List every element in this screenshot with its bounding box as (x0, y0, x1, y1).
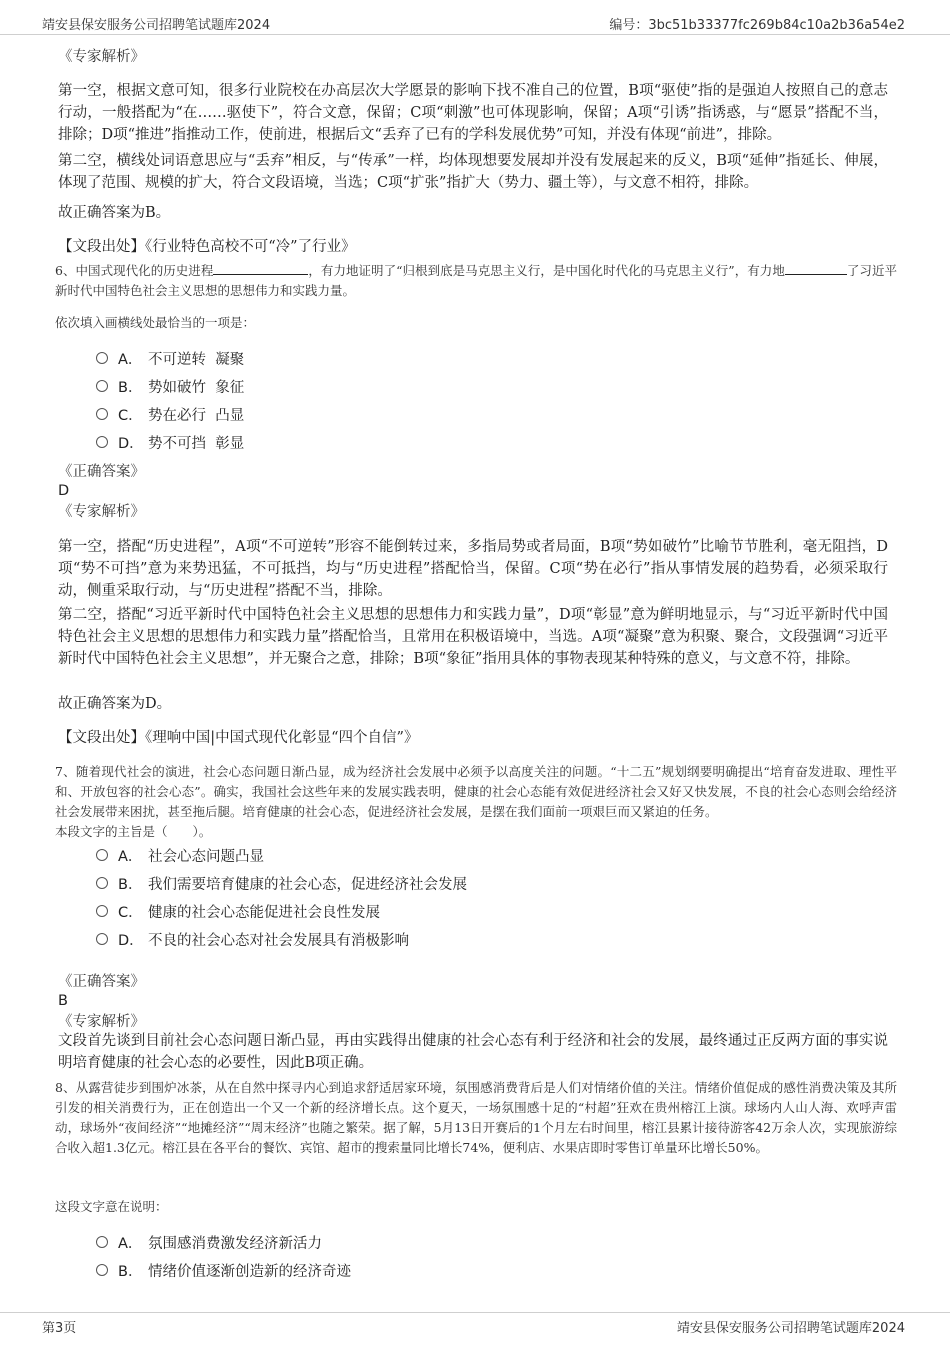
option-letter: B． (118, 1263, 143, 1280)
q6-prompt: 依次填入画横线处最恰当的一项是： (55, 315, 256, 330)
option-text: 社会心态问题凸显 (148, 848, 264, 865)
option-text: 我们需要培育健康的社会心态，促进经济社会发展 (148, 876, 467, 893)
q5-conclusion: 故正确答案为B。 (58, 205, 171, 221)
q6-option-d[interactable] (96, 430, 244, 454)
q7-analysis-label: 《专家解析》 (58, 1014, 145, 1030)
q8-prompt: 这段文字意在说明： (55, 1199, 168, 1214)
option-text: 势在必行 凸显 (148, 407, 245, 424)
option-text: 势不可挡 彰显 (148, 435, 245, 452)
radio-icon[interactable] (96, 408, 108, 420)
option-letter: D． (118, 932, 144, 949)
page-header (0, 0, 950, 35)
q5-source: 【文段出处】《行业特色高校不可“冷”了行业》 (58, 239, 356, 255)
q6-source: 【文段出处】《理响中国|中国式现代化彰显“四个自信”》 (58, 730, 419, 746)
q8-option-a[interactable] (96, 1230, 322, 1254)
page-number: 第3页 (42, 1321, 77, 1336)
option-text: 势如破竹 象征 (148, 379, 245, 396)
q7-option-d[interactable] (96, 927, 409, 951)
radio-icon[interactable] (96, 380, 108, 392)
q6-analysis-label: 《专家解析》 (58, 504, 145, 520)
q7-prompt: 本段文字的主旨是（ ）。 (55, 824, 212, 839)
option-letter: C． (118, 407, 143, 424)
option-letter: A． (118, 848, 143, 865)
option-letter: A． (118, 1235, 143, 1252)
q7-option-c[interactable] (96, 899, 380, 923)
q8-option-b[interactable] (96, 1258, 351, 1282)
q6-option-a[interactable] (96, 346, 244, 370)
radio-icon[interactable] (96, 1264, 108, 1276)
header-title: 靖安县保安服务公司招聘笔试题库2024 (42, 18, 271, 33)
q5-analysis-p1: 第一空，根据文意可知，很多行业院校在办高层次大学愿景的影响下找不准自己的位置，B项“驱使”指的是强迫人按照自己的意志行动，一般搭配为“在……驱使下”，符合文意，保留；C项“刺激”也可体现影响，保留；A项“引诱”指诱惑，与“愿景”搭配不当，排除；D项“推进”指推动工作，使前进，根据后文“丢弃了已有的学科发展优势”可知，并没有体现“前进”，排除。 (58, 83, 888, 143)
option-text: 不可逆转 凝聚 (148, 351, 245, 368)
radio-icon[interactable] (96, 849, 108, 861)
q6-conclusion: 故正确答案为D。 (58, 696, 172, 712)
option-text: 氛围感消费激发经济新活力 (148, 1235, 322, 1252)
radio-icon[interactable] (96, 1236, 108, 1248)
q5-analysis-label: 《专家解析》 (58, 49, 145, 65)
q7-answer-label: 《正确答案》 (58, 974, 145, 990)
q6-answer-label: 《正确答案》 (58, 464, 145, 480)
option-letter: B． (118, 876, 143, 893)
q6-stem-part2: ，有力地证明了“归根到底是马克思主义行，是中国化时代化的马克思主义行”，有力地 (308, 263, 785, 278)
q6-blank-1 (213, 260, 308, 275)
header-doc-id: 编号：3bc51b33377fc269b84c10a2b36a54e2 (609, 18, 905, 33)
radio-icon[interactable] (96, 436, 108, 448)
q7-option-b[interactable] (96, 871, 467, 895)
q6-option-b[interactable] (96, 374, 244, 398)
q7-analysis: 文段首先谈到目前社会心态问题日渐凸显，再由实践得出健康的社会心态有利于经济和社会的发展，最终通过正反两方面的事实说明培育健康的社会心态的必要性，因此B项正确。 (58, 1033, 888, 1071)
q5-analysis-p2: 第二空，横线处词语意思应与“丢弃”相反，与“传承”一样，均体现想要发展却并没有发展起来的反义，B项“延伸”指延长、伸展，体现了范围、规模的扩大，符合文段语境，当选；C项“扩张”指扩大（势力、疆土等），与文意不相符，排除。 (58, 153, 888, 191)
q6-stem-part3: 了习近平新时代中国特色社会主义思想的思想伟力和实践力量。 (55, 263, 897, 298)
q7-option-a[interactable] (96, 843, 264, 867)
radio-icon[interactable] (96, 877, 108, 889)
q7-answer: B (58, 993, 68, 1009)
option-letter: B． (118, 379, 143, 396)
q6-answer: D (58, 483, 70, 499)
option-letter: A． (118, 351, 143, 368)
q6-analysis-p2: 第二空，搭配“习近平新时代中国特色社会主义思想的思想伟力和实践力量”，D项“彰显”意为鲜明地显示，与“习近平新时代中国特色社会主义思想的思想伟力和实践力量”搭配恰当，且常用在积极语境中，当选。A项“凝聚”意为积聚、聚合，文段强调“习近平新时代中国特色社会主义思想”，并无聚合之意，排除；B项“象征”指用具体的事物表现某种特殊的意义，与文意不符，排除。 (58, 607, 888, 667)
q6-blank-2 (785, 260, 847, 275)
q6-stem-part1: 6、中国式现代化的历史进程 (55, 263, 214, 278)
radio-icon[interactable] (96, 905, 108, 917)
q6-stem (55, 260, 897, 301)
q7-stem: 7、随着现代社会的演进，社会心态问题日渐凸显，成为经济社会发展中必须予以高度关注的问题。“十二五”规划纲要明确提出“培育奋发进取、理性平和、开放包容的社会心态”。确实，我国社会这些年来的发展实践表明，健康的社会心态能有效促进经济社会又好又快发展，不良的社会心态则会给经济社会发展带来困扰，甚至拖后腿。培育健康的社会心态，促进经济社会发展，是摆在我们面前一项艰巨而又紧迫的任务。 (55, 764, 897, 819)
option-letter: D． (118, 435, 144, 452)
radio-icon[interactable] (96, 933, 108, 945)
q6-option-c[interactable] (96, 402, 244, 426)
page-footer (0, 1312, 950, 1346)
option-letter: C． (118, 904, 143, 921)
q6-analysis-p1: 第一空，搭配“历史进程”，A项“不可逆转”形容不能倒转过来，多指局势或者局面，B项“势如破竹”比喻节节胜利，毫无阻挡，D项“势不可挡”意为来势迅猛，不可抵挡，均与“历史进程”搭配恰当，保留。C项“势在必行”指从事情发展的趋势看，必须采取行动，侧重采取行动，与“历史进程”搭配不当，排除。 (58, 539, 888, 599)
radio-icon[interactable] (96, 352, 108, 364)
footer-title: 靖安县保安服务公司招聘笔试题库2024 (676, 1321, 905, 1336)
q8-stem: 8、从露营徒步到围炉冰茶，从在自然中探寻内心到追求舒适居家环境，氛围感消费背后是人们对情绪价值的关注。情绪价值促成的感性消费决策及其所引发的相关消费行为，正在创造出一个又一个新的经济增长点。这个夏天，一场氛围感十足的“村超”狂欢在贵州榕江上演。球场内人山人海、欢呼声雷动，球场外“夜间经济”“地摊经济”“周末经济”也随之繁荣。据了解，5月13日开赛后的1个月左右时间里，榕江县累计接待游客42万余人次，实现旅游综合收入超1.3亿元。榕江县在各平台的餐饮、宾馆、超市的搜索量同比增长74%，便利店、水果店即时零售订单量环比增长50%。 (55, 1080, 897, 1155)
option-text: 情绪价值逐渐创造新的经济奇迹 (148, 1263, 351, 1280)
option-text: 健康的社会心态能促进社会良性发展 (148, 904, 380, 921)
option-text: 不良的社会心态对社会发展具有消极影响 (148, 932, 409, 949)
